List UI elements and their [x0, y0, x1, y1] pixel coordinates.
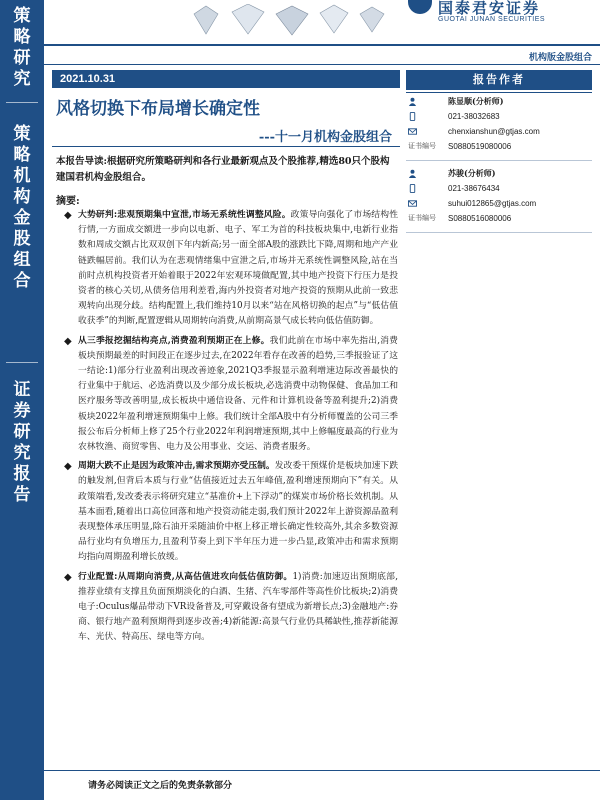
sidebar-doc-class: 证 券 研 究 报 告 [13, 380, 31, 505]
sidebar-report-type: 策 略 机 构 金 股 组 合 [13, 124, 31, 291]
abstract-list [64, 208, 398, 650]
author-cert-label: 证书编号 [408, 142, 436, 150]
footer-rule [44, 770, 600, 771]
email-icon [408, 127, 417, 136]
phone-icon [408, 112, 417, 121]
header-rule [44, 44, 600, 46]
abstract-item [64, 570, 398, 646]
author-cert-number: S0880516080006 [448, 214, 512, 223]
report-guide: 本报告导读:根据研究所策略研判和各行业最新观点及个股推荐,精选80只个股构建国君机构金股组合。 [56, 156, 390, 183]
abstract-item [64, 334, 398, 456]
authors-heading-rule [406, 92, 592, 93]
abstract-item-body: 1)消费:加速迈出预期底部,推荐业绩有支撑且负面预期淡化的白酒、生猪、汽车零部件等高性价比板块;2)消费电子:Oculus爆品带动下VR设备普及,可穿戴设备有望成为新增长点;3)金融地产:券商、银行地产盈利预期得到逐步改善;4)新能源:高景气行业仍具稀缺性,推荐新能源车、光伏、特高压、绿电等方向。 [78, 571, 398, 643]
bullet-diamond-icon: ◆ [64, 461, 72, 473]
bullet-diamond-icon: ◆ [64, 571, 72, 583]
abstract-item-lead: 行业配置:从周期向消费,从高估值进攻向低估值防御。 [78, 571, 293, 582]
author-divider [406, 160, 592, 161]
sidebar-category: 策 略 研 究 [13, 6, 31, 89]
header-rule-secondary [44, 64, 600, 65]
person-icon [408, 169, 417, 178]
gems-decoration-icon [184, 4, 394, 36]
abstract-item-lead: 从三季报挖掘结构亮点,消费盈利预期正在上修。 [78, 335, 270, 346]
footer-disclaimer: 请务必阅读正文之后的免责条款部分 [88, 781, 233, 791]
author-card [406, 94, 592, 154]
abstract-item-lead: 周期大跌不止是因为政策冲击,需求预期亦受压制。 [78, 461, 275, 472]
report-title: 风格切换下布局增长确定性 [56, 99, 260, 119]
abstract-item-body: 发改委干预煤价是板块加速下跌的触发剂,但背后本质与行业“估值接近过去五年峰值,盈利增速预期向下”有关。从政策端看,发改委表示将研究建立“基准价+上下浮动”的煤炭市场价格长效机制。从基本面看,随着出口高位回落和地产投资动能走弱,我们预计2022年上游资源品盈利表现整体承压明显,除石油开采随油价中枢上移正增长确定性较高外,其余多数资源品行业均有负增压力,且盈利节奏上到下半年压力进一步凸显,政策冲击和需求预期均指向周期盈利增长放缓。 [78, 461, 398, 563]
author-name: 苏骏(分析师) [448, 168, 496, 178]
abstract-item-lead: 大势研判:悲观预期集中宣泄,市场无系统性调整风险。 [78, 210, 291, 220]
authors-heading: 报告作者 [406, 70, 592, 90]
logo-name-en: GUOTAI JUNAN SECURITIES [438, 16, 546, 23]
left-sidebar [0, 0, 44, 800]
page-header [44, 0, 600, 44]
author-email[interactable]: suhui012865@gtjas.com [448, 199, 537, 208]
bullet-diamond-icon: ◆ [64, 335, 72, 347]
email-icon [408, 199, 417, 208]
abstract-item [64, 459, 398, 565]
abstract-item-body: 政策导向强化了市场结构性行情,一方面成交额进一步向以电新、电子、军工为首的科技板块集中,电新行业指数和周成交额占比双双创下年内新高;另一面全部A股的涨跌比下降,周期和地产产业链跌幅居前。我们认为在悲观情绪集中宣泄之后,市场并无系统性调整风险,站在当前时点机构投资者开始着眼于2022年宏观环境做配置,其中地产投资下行压力是投资者的核心关切,从债务信用利差看,海内外投资者对地产投资的预期从此前一致悲观转向出现分歧。结构配置上,我们维持10月以来“站在风格切换的起点”与“低估值收获季”的判断,配置逻辑从周期转向消费,从前期高景气成长转向低估值防御。 [78, 210, 399, 327]
bullet-diamond-icon: ◆ [64, 210, 72, 221]
person-icon [408, 97, 417, 106]
report-subtitle: ---十一月机构金股组合 [258, 130, 392, 145]
report-date: 2021.10.31 [52, 70, 400, 88]
sidebar-divider [6, 102, 38, 103]
logo-mark-icon [408, 0, 432, 14]
company-logo [404, 0, 600, 34]
abstract-item-body: 我们此前在市场中率先指出,消费板块预期最差的时间段正在逐步过去,在2022年看存在改善的趋势,三季报验证了这一结论:1)部分行业盈利出现改善迹象,2021Q3季报显示盈利增速边际改善最快的行业集中于航运、必选消费以及少部分成长板块,必选消费中动物保健、食品加工和医疗服务等改善明显,成长板块中通信设备、元件和计算机设备等盈利提升;2)消费板块2022年盈利增速预期集中上修。我们统计全部A股中有分析师覆盖的公司三季报公布后分析师上修了25个行业2022年利润增速预期,其中上修幅度最高的行业为农林牧渔、商贸零售、电力及公用事业、交运、消费者服务。 [78, 335, 398, 453]
logo-name-cn: 国泰君安证券 [438, 0, 541, 17]
report-series-tag: 机构版金股组合 [528, 53, 592, 63]
author-divider [406, 232, 592, 233]
sidebar-divider [6, 362, 38, 363]
author-card [406, 166, 592, 226]
title-divider [52, 146, 400, 147]
author-cert-number: S0880519080006 [448, 142, 512, 151]
abstract-label: 摘要: [56, 196, 80, 207]
author-phone: 021-38676434 [448, 184, 500, 193]
abstract-item [64, 208, 398, 330]
author-cert-label: 证书编号 [408, 214, 436, 222]
author-email[interactable]: chenxianshun@gtjas.com [448, 127, 540, 136]
author-phone: 021-38032683 [448, 112, 500, 121]
phone-icon [408, 184, 417, 193]
author-name: 陈显顺(分析师) [448, 96, 504, 106]
